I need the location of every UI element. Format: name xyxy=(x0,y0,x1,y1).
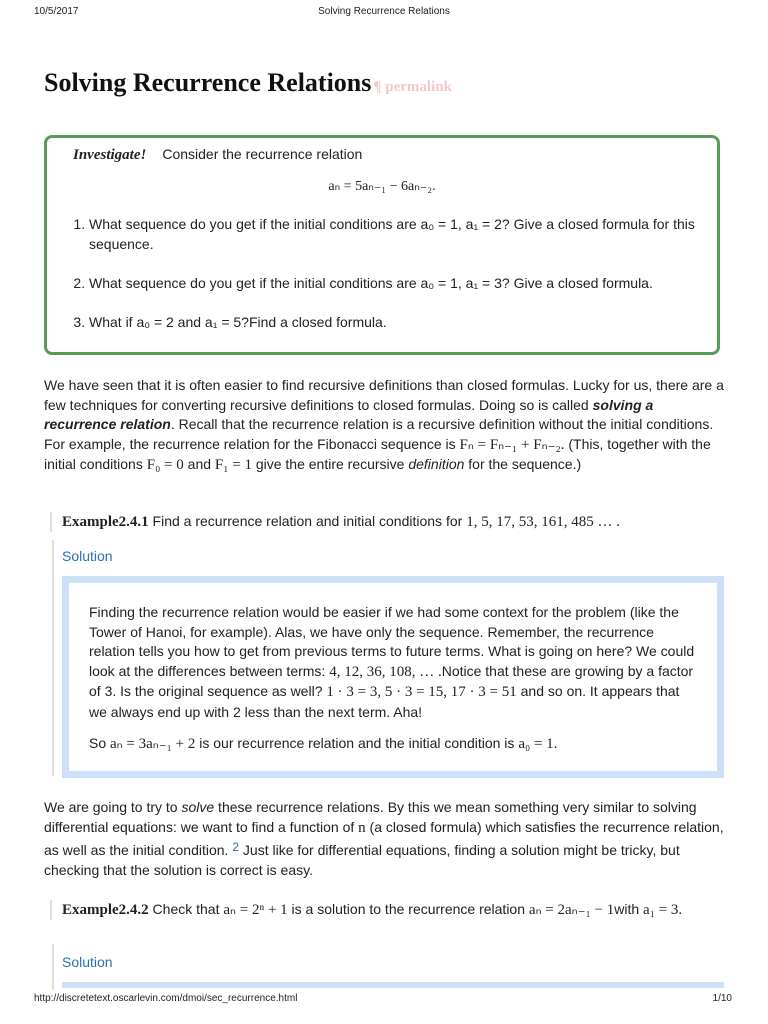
page-number: 1/10 xyxy=(712,993,732,1004)
text: and so on. It appears that we always end up with 2 less than the next term. Aha! xyxy=(89,683,680,720)
page-title-text: Solving Recurrence Relations xyxy=(44,68,372,97)
solution-box xyxy=(62,576,724,778)
page-title xyxy=(44,68,452,98)
text: Finding the recurrence relation would be easier if we had some context for the problem (like the Tower of Hanoi, for example). Alas, we have only the sequence. Remember, the recurrence relation tells you how to get from previous terms to future terms. What is going on here? We could look at the differences between terms: xyxy=(89,604,695,679)
text: for the sequence.) xyxy=(464,456,582,472)
solution-rule xyxy=(52,540,54,776)
text: Find a recurrence relation and initial conditions for xyxy=(148,513,467,529)
example-2-4-2 xyxy=(50,900,736,920)
definition-term: definition xyxy=(408,456,465,472)
investigate-label: Investigate! xyxy=(73,147,147,163)
investigate-lead xyxy=(73,146,362,164)
intro-paragraph xyxy=(44,376,724,476)
text: is a solution to the recurrence relation xyxy=(287,901,529,917)
math: Fₙ = Fₙ₋₁ + Fₙ₋₂. xyxy=(459,436,565,453)
investigate-box xyxy=(44,135,720,355)
text: (a closed formula) which satisfies the recurrence relation, as well as the initial condition. xyxy=(44,818,724,858)
investigate-item: 3. What if a₀ = 2 and a₁ = 5?Find a closed formula. xyxy=(89,312,709,332)
math: 1, 5, 17, 53, 161, 485 … . xyxy=(466,514,620,530)
math: F₀ = 0 xyxy=(146,457,184,473)
math: 1 · 3 = 3, 5 · 3 = 15, 17 · 3 = 51 xyxy=(326,684,517,700)
text: We are going to try to xyxy=(44,799,182,815)
math: n xyxy=(358,819,366,836)
solution-box-edge xyxy=(62,982,724,988)
math: aₙ = 2ⁿ + 1 xyxy=(223,902,288,918)
investigate-intro: Consider the recurrence relation xyxy=(162,146,363,162)
print-url: http://discretetext.oscarlevin.com/dmoi/sec_recurrence.html xyxy=(34,993,298,1004)
text: (This, together with the initial conditions xyxy=(44,435,711,472)
math: aₙ = 3aₙ₋₁ + 2 xyxy=(110,736,196,752)
text: these recurrence relations. By this we mean something very similar to solving differential equations: we want to find a function of xyxy=(44,799,697,835)
math: a₀ = 1. xyxy=(518,736,558,752)
solution-link[interactable]: Solution xyxy=(62,954,113,970)
solve-paragraph xyxy=(44,798,724,880)
text: is our recurrence relation and the initial condition is xyxy=(195,735,519,751)
math: 4, 12, 36, 108, … . xyxy=(329,663,442,680)
solve-term: solve xyxy=(181,799,215,815)
text: Notice that these are growing by a factor of 3. Is the original sequence as well? xyxy=(89,662,694,699)
math: a₁ = 3. xyxy=(643,902,683,918)
text: give the entire recursive xyxy=(251,456,409,472)
investigate-list xyxy=(73,214,709,351)
example-label: Example2.4.1 xyxy=(62,514,149,530)
permalink[interactable]: ¶ permalink xyxy=(373,79,452,95)
text: So xyxy=(89,735,111,751)
print-title: Solving Recurrence Relations xyxy=(318,6,450,17)
solution-link[interactable]: Solution xyxy=(62,548,113,564)
investigate-item: 1. What sequence do you get if the initial conditions are a₀ = 1, a₁ = 2? Give a closed formula for this sequence. xyxy=(89,214,709,254)
text: and xyxy=(183,456,215,472)
solution-paragraph xyxy=(89,603,697,722)
text: . Recall that the recurrence relation is a recursive definition without the initial conditions. For example, the recurrence relation for the Fibonacci sequence is xyxy=(44,416,714,452)
example-2-4-1 xyxy=(50,512,736,532)
footnote-link[interactable]: 2 xyxy=(232,840,240,854)
text: Just like for differential equations, finding a solution might be tricky, but checking that the solution is correct is easy. xyxy=(44,842,680,878)
solution-rule xyxy=(52,944,54,990)
text: Check that xyxy=(148,901,224,917)
term-solving-recurrence: solving a recurrence relation xyxy=(44,396,654,432)
example-label: Example2.4.2 xyxy=(62,902,149,918)
math: F₁ = 1 xyxy=(214,457,252,473)
text: We have seen that it is often easier to find recursive definitions than closed formulas. Lucky for us, there are a few techniques for converting recursive definitions to closed formulas. Doing so is called xyxy=(44,377,724,413)
investigate-equation: aₙ = 5aₙ₋₁ − 6aₙ₋₂. xyxy=(328,179,436,194)
solution-paragraph xyxy=(89,734,697,755)
text: with xyxy=(614,901,644,917)
investigate-item: 2. What sequence do you get if the initial conditions are a₀ = 1, a₁ = 3? Give a closed formula. xyxy=(89,273,709,293)
math: aₙ = 2aₙ₋₁ − 1 xyxy=(528,902,615,918)
print-date: 10/5/2017 xyxy=(34,6,79,17)
